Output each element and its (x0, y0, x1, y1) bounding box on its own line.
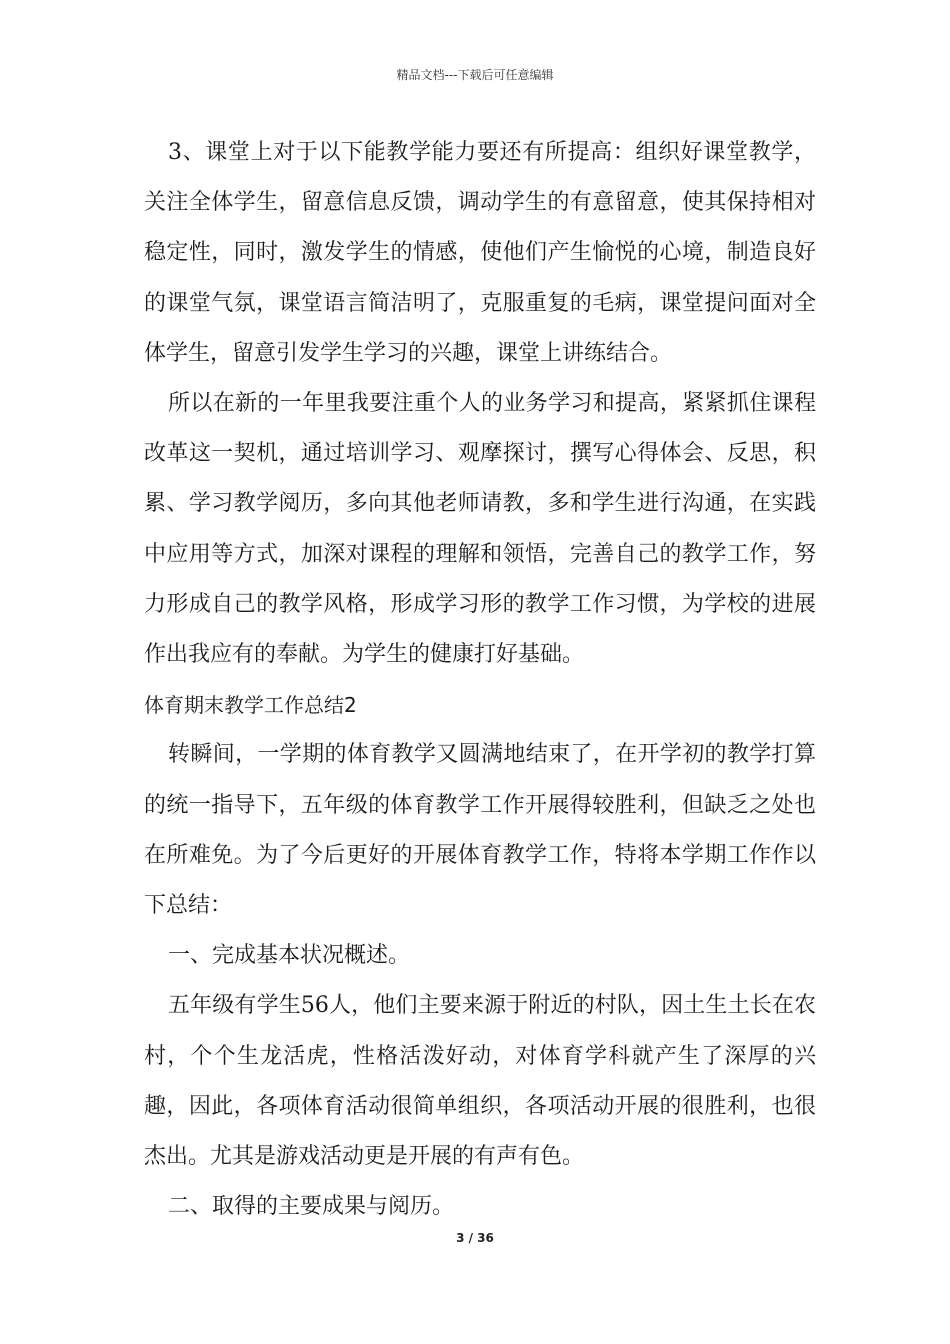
document-body (144, 128, 816, 1232)
section-title: 体育期末教学工作总结2 (144, 693, 357, 718)
paragraph-semester-intro: 转瞬间，一学期的体育教学又圆满地结束了，在开学初的教学打算的统一指导下，五年级的体育教学工作开展得较胜利，但缺乏之处也在所难免。为了今后更好的开展体育教学工作，特将本学期工作作以下总结： (144, 742, 816, 919)
page-header: 精品文档---下载后可任意编辑 (396, 68, 554, 82)
heading-basic-overview: 一、完成基本状况概述。 (168, 943, 411, 969)
heading-achievements: 二、取得的主要成果与阅历。 (168, 1194, 455, 1220)
paragraph-new-year-plan: 所以在新的一年里我要注重个人的业务学习和提高，紧紧抓住课程改革这一契机，通过培训学习、观摩探讨，撰写心得体会、反思，积累、学习教学阅历，多向其他老师请教，多和学生进行沟通，在实践中应用等方式，加深对课程的理解和领悟，完善自己的教学工作，努力形成自己的教学风格，形成学习形的教学工作习惯，为学校的进展作出我应有的奉献。为学生的健康打好基础。 (144, 391, 816, 668)
page-number: 3 / 36 (456, 1231, 494, 1245)
paragraph-student-overview: 五年级有学生56人，他们主要来源于附近的村队，因土生土长在农村，个个生龙活虎，性格活泼好动，对体育学科就产生了深厚的兴趣，因此，各项体育活动很简单组织，各项活动开展的很胜利，也很杰出。尤其是游戏活动更是开展的有声有色。 (144, 993, 816, 1170)
paragraph-teaching-ability: 3、课堂上对于以下能教学能力要还有所提高：组织好课堂教学，关注全体学生，留意信息反馈，调动学生的有意留意，使其保持相对稳定性，同时，激发学生的情感，使他们产生愉悦的心境，制造良好的课堂气氛，课堂语言简洁明了，克服重复的毛病，课堂提问面对全体学生，留意引发学生学习的兴趣，课堂上讲练结合。 (144, 140, 816, 366)
